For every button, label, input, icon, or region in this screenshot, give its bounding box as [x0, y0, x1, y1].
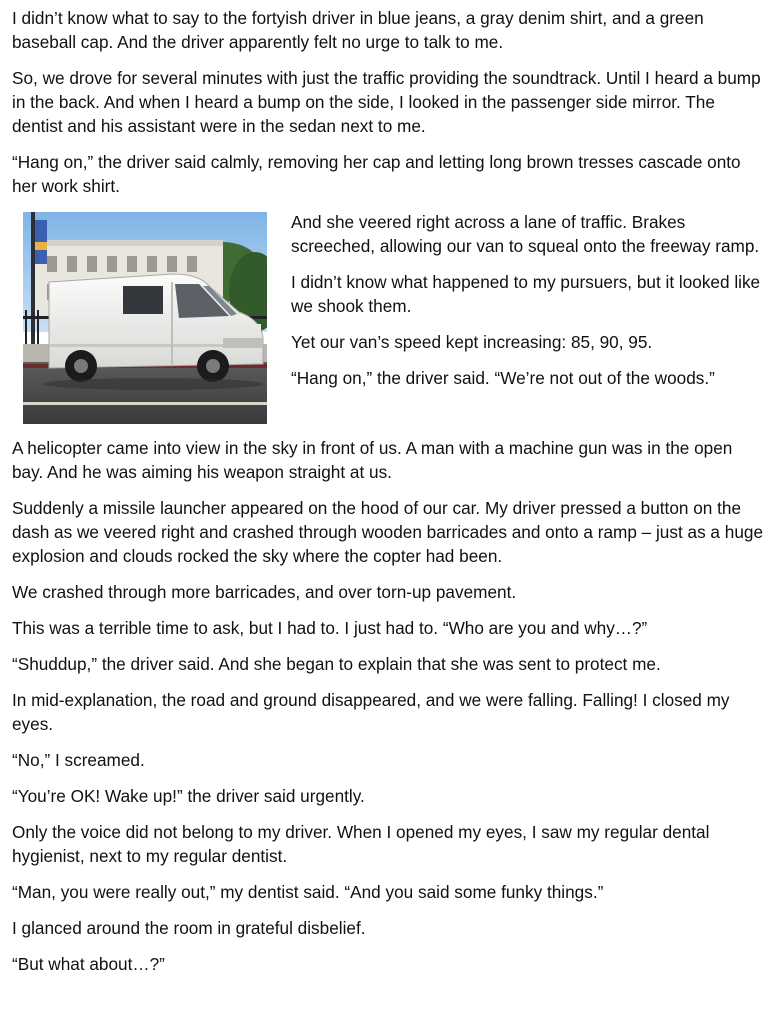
paragraph-who-are-you: This was a terrible time to ask, but I had to. I just had to. “Who are you and why…?” [12, 618, 648, 638]
paragraph-shuddup: “Shuddup,” the driver said. And she began to explain that she was sent to protect me. [12, 654, 661, 674]
side-text-column [291, 210, 763, 402]
image-text-block [12, 210, 763, 424]
paragraph-hang-on: “Hang on,” the driver said calmly, removing her cap and letting long brown tresses cascade onto her work shirt. [12, 152, 741, 196]
paragraph-scream: “No,” I screamed. [12, 750, 145, 770]
paragraph-helicopter: A helicopter came into view in the sky in front of us. A man with a machine gun was in the open bay. And he was aiming his weapon straight at us. [12, 438, 733, 482]
paragraph-pursuers: I didn’t know what happened to my pursuers, but it looked like we shook them. [291, 272, 761, 316]
paragraph-glanced: I glanced around the room in grateful disbelief. [12, 918, 366, 938]
paragraph-speed: Yet our van’s speed kept increasing: 85, 90, 95. [291, 332, 653, 352]
paragraph-driver-description: I didn’t know what to say to the fortyish driver in blue jeans, a gray denim shirt, and a green baseball cap. And the driver apparently felt no urge to talk to me. [12, 8, 704, 52]
paragraph-missile-launcher: Suddenly a missile launcher appeared on the hood of our car. My driver pressed a button on the dash as we veered right and crashed through wooden barricades and onto a ramp – just as a huge explosion and clouds rocked the sky where the copter had been. [12, 498, 764, 566]
paragraph-falling: In mid-explanation, the road and ground disappeared, and we were falling. Falling! I closed my eyes. [12, 690, 730, 734]
white-van-photo [23, 212, 267, 424]
van-illustration [23, 212, 267, 424]
paragraph-dentist-said: “Man, you were really out,” my dentist said. “And you said some funky things.” [12, 882, 604, 902]
paragraph-barricades: We crashed through more barricades, and over torn-up pavement. [12, 582, 517, 602]
paragraph-not-out-of-woods: “Hang on,” the driver said. “We’re not out of the woods.” [291, 368, 715, 388]
paragraph-what-about: “But what about…?” [12, 954, 165, 974]
paragraph-veered-right: And she veered right across a lane of traffic. Brakes screeched, allowing our van to squeal onto the freeway ramp. [291, 212, 760, 256]
paragraph-wake-up: “You’re OK! Wake up!” the driver said urgently. [12, 786, 365, 806]
paragraph-bump: So, we drove for several minutes with just the traffic providing the soundtrack. Until I heard a bump in the back. And when I heard a bump on the side, I looked in the passenger side mirror. The dentist and his assistant were in the sedan next to me. [12, 68, 761, 136]
paragraph-voice: Only the voice did not belong to my driver. When I opened my eyes, I saw my regular dental hygienist, next to my regular dentist. [12, 822, 710, 866]
